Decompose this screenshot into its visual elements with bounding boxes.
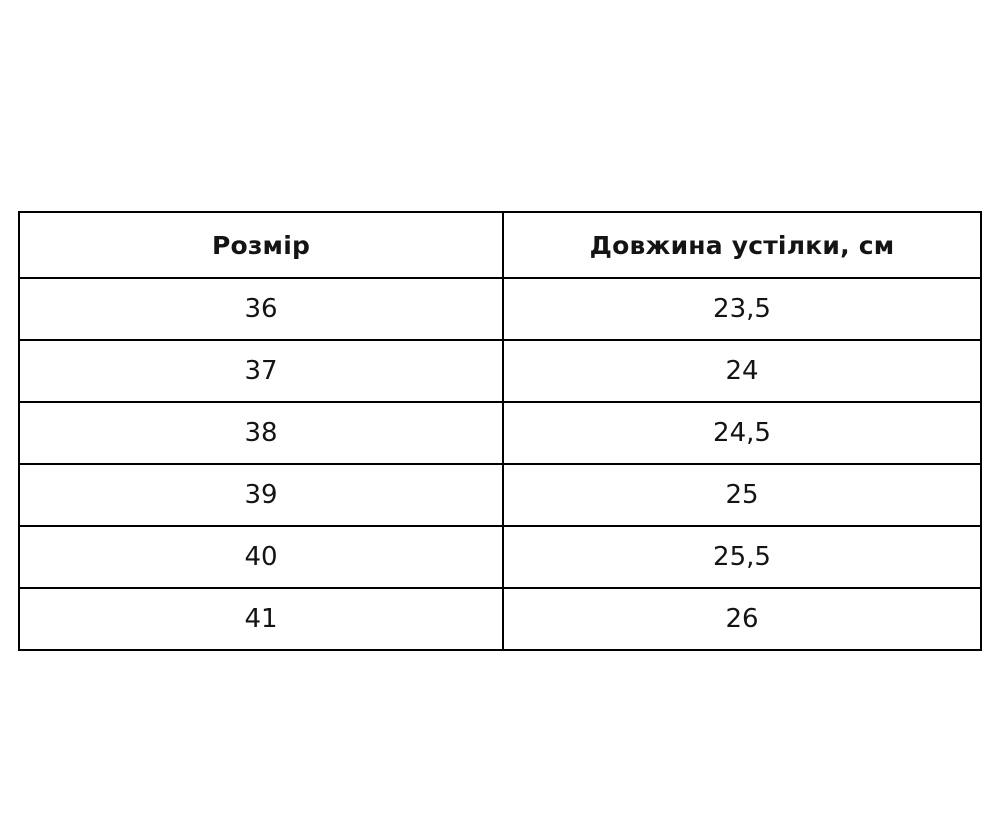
cell-insole-length: 25 — [503, 464, 981, 526]
table-row — [19, 588, 981, 650]
cell-insole-length: 25,5 — [503, 526, 981, 588]
table-row — [19, 526, 981, 588]
table-header-row — [19, 212, 981, 278]
cell-insole-length: 24,5 — [503, 402, 981, 464]
table-row — [19, 402, 981, 464]
cell-insole-length: 24 — [503, 340, 981, 402]
cell-size: 36 — [19, 278, 503, 340]
column-header-insole-length: Довжина устілки, см — [503, 212, 981, 278]
cell-size: 41 — [19, 588, 503, 650]
table-row — [19, 278, 981, 340]
cell-size: 39 — [19, 464, 503, 526]
size-table-header — [19, 212, 981, 278]
cell-size: 37 — [19, 340, 503, 402]
table-row — [19, 340, 981, 402]
size-table-body — [19, 278, 981, 650]
cell-size: 40 — [19, 526, 503, 588]
column-header-size: Розмір — [19, 212, 503, 278]
cell-size: 38 — [19, 402, 503, 464]
cell-insole-length: 26 — [503, 588, 981, 650]
table-row — [19, 464, 981, 526]
size-table — [18, 211, 982, 651]
cell-insole-length: 23,5 — [503, 278, 981, 340]
size-table-container — [18, 211, 980, 651]
